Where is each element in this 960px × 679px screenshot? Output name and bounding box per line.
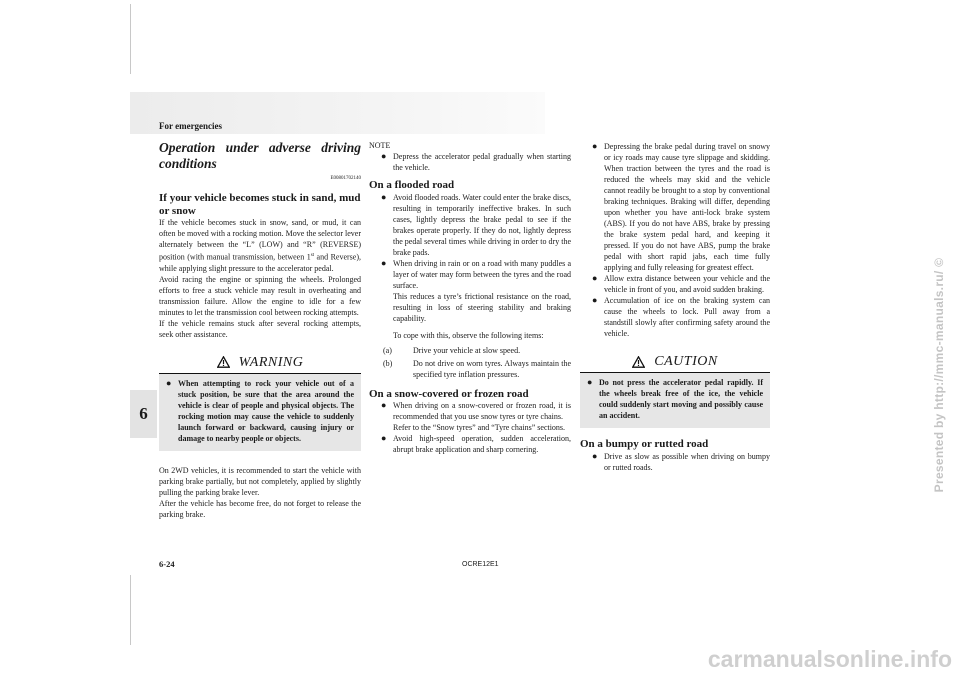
paragraph-2wd-1: On 2WD vehicles, it is recommended to start the vehicle with parking brake partially, but not completely, applied by slightly pulling the parking brake lever. (159, 465, 361, 497)
doc-section-code: E00801702140 (330, 176, 361, 181)
bullet-icon: ● (381, 191, 387, 202)
bumpy-text-1: Drive as slow as possible when driving on bumpy or rutted roads. (604, 451, 770, 472)
heading-bumpy: On a bumpy or rutted road (580, 438, 709, 450)
page-title: Operation under adverse driving conditions (159, 140, 361, 171)
document-code: OCRE12E1 (462, 561, 499, 568)
note-text: Depress the accelerator pedal gradually when starting the vehicle. (393, 152, 571, 172)
paragraph-stuck-3: If the vehicle remains stuck after several rocking attempts, seek other assistance. (159, 318, 361, 339)
paragraph-stuck-2: Avoid racing the engine or spinning the wheels. Prolonged efforts to free a stuck vehicle may result in overheating and transmission failure. Allow the engine to idle for a few minutes to let the transmission cool between rocking attempts. (159, 274, 361, 317)
column-middle (369, 140, 571, 455)
bumpy-bullet-1 (592, 451, 770, 473)
page-number: 6-24 (159, 559, 175, 569)
snow-text-1: When driving on a snow-covered or frozen road, it is recommended that you use snow tyres or tyre chains. Refer to the “Snow tyres” and “Tyre chains” sections. (393, 401, 571, 432)
flooded-text-1: Avoid flooded roads. Water could enter the brake discs, resulting in temporarily ineffective brakes. In such cases, lightly depress the brake pedal to see if the brakes operate properly. If they do not, lightly depress the pedal several times while driving in order to dry the brake pads. (393, 192, 571, 257)
watermark-text: carmanualsonline.info (707, 646, 952, 672)
flooded-bullet-2 (381, 258, 571, 341)
warning-triangle-icon (217, 356, 230, 368)
heading-stuck: If your vehicle becomes stuck in sand, mud or snow (159, 192, 361, 217)
bullet-icon: ● (381, 257, 387, 268)
caution-triangle-icon (632, 356, 645, 368)
chapter-tab: 6 (130, 390, 157, 438)
bullet-icon: ● (587, 377, 593, 387)
heading-flooded: On a flooded road (369, 179, 455, 191)
warning-header (159, 352, 361, 374)
bullet-icon: ● (381, 400, 387, 410)
note-bullet (381, 151, 571, 173)
paragraph-2wd-2: After the vehicle has become free, do not forget to release the parking brake. (159, 498, 361, 519)
caution-title: CAUTION (654, 354, 718, 369)
bullet-icon: ● (592, 295, 598, 305)
snow-text-4: Allow extra distance between your vehicle and the vehicle in front of you, and avoid sudden braking. (604, 274, 770, 294)
note-label: NOTE (369, 141, 391, 150)
snow-text-2: Avoid high-speed operation, sudden acceleration, abrupt brake application and sharp cornering. (393, 434, 571, 454)
flooded-text-2: When driving in rain or on a road with many puddles a layer of water may form between the tyres and the road surface. This reduces a tyre’s frictional resistance on the road, resulting in loss of steering stability and braking capability. To cope with this, observe the following items: (393, 258, 571, 340)
section-title: For emergencies (159, 121, 223, 131)
bullet-icon: ● (381, 433, 387, 443)
warning-title: WARNING (238, 354, 304, 370)
snow-bullet-2 (381, 433, 571, 455)
column-left (159, 140, 361, 520)
caution-bullet (580, 373, 770, 428)
caution-text: Do not press the accelerator pedal rapidly. If the wheels break free of the ice, the vehicle could suddenly start moving and possibly cause an accident. (599, 378, 763, 420)
snow-text-5: Accumulation of ice on the braking system can cause the wheels to lock. Pull away from a standstill slowly after confirming safety around the vehicle. (604, 296, 770, 338)
warning-box (159, 352, 361, 451)
column-right (580, 141, 770, 473)
flooded-item-b: (b) Do not drive on worn tyres. Always maintain the specified tyre inflation pressures. (383, 358, 571, 379)
caution-box (580, 351, 770, 428)
warning-bullet (159, 374, 361, 451)
bullet-icon: ● (592, 450, 598, 461)
crop-mark (130, 4, 131, 74)
bullet-icon: ● (381, 151, 387, 161)
paragraph-stuck-1: If the vehicle becomes stuck in snow, sand, or mud, it can often be moved with a rocking motion. Move the selector lever alternately between the “L” (LOW) and “R” (REVERSE) position (with manual transmission, between 1st and Reverse), while applying slight pressure to the accelerator pedal. (159, 218, 362, 273)
caution-header (580, 351, 770, 373)
crop-mark (130, 575, 131, 645)
warning-text: When attempting to rock your vehicle out of a stuck position, be sure that the area around the vehicle is clear of people and physical objects. The rocking motion may cause the vehicle to suddenly launch forward or backward, causing injury or damage to nearby people or objects. (178, 378, 354, 443)
side-attribution-text: Presented by http://mmc-manuals.ru/ © (932, 257, 946, 493)
heading-snow: On a snow-covered or frozen road (369, 387, 529, 400)
snow-bullet-3 (592, 141, 770, 273)
bullet-icon: ● (592, 273, 598, 283)
flooded-bullet-1 (381, 192, 571, 258)
flooded-item-a: (a) Drive your vehicle at slow speed. (383, 345, 521, 355)
snow-text-3: Depressing the brake pedal during travel on snowy or icy roads may cause tyre slippage and skidding. When traction between the tyres and the road is reduced the wheels may skid and the vehicle cannot readily be brought to a stop by conventional braking techniques. Braking will differ, depending upon whether you have anti-lock brake system (ABS). If you do not have ABS, brake by pressing the brake system pedal hard, and keeping it pressed. If you do not have ABS, pump the brake pedal with short rapid jabs, each time fully applying and fully releasing for greatest effect. (604, 142, 770, 272)
snow-bullet-5 (592, 295, 770, 339)
bullet-icon: ● (166, 377, 172, 388)
snow-bullet-1 (381, 400, 571, 433)
snow-bullet-4 (592, 273, 770, 295)
bullet-icon: ● (592, 141, 598, 151)
